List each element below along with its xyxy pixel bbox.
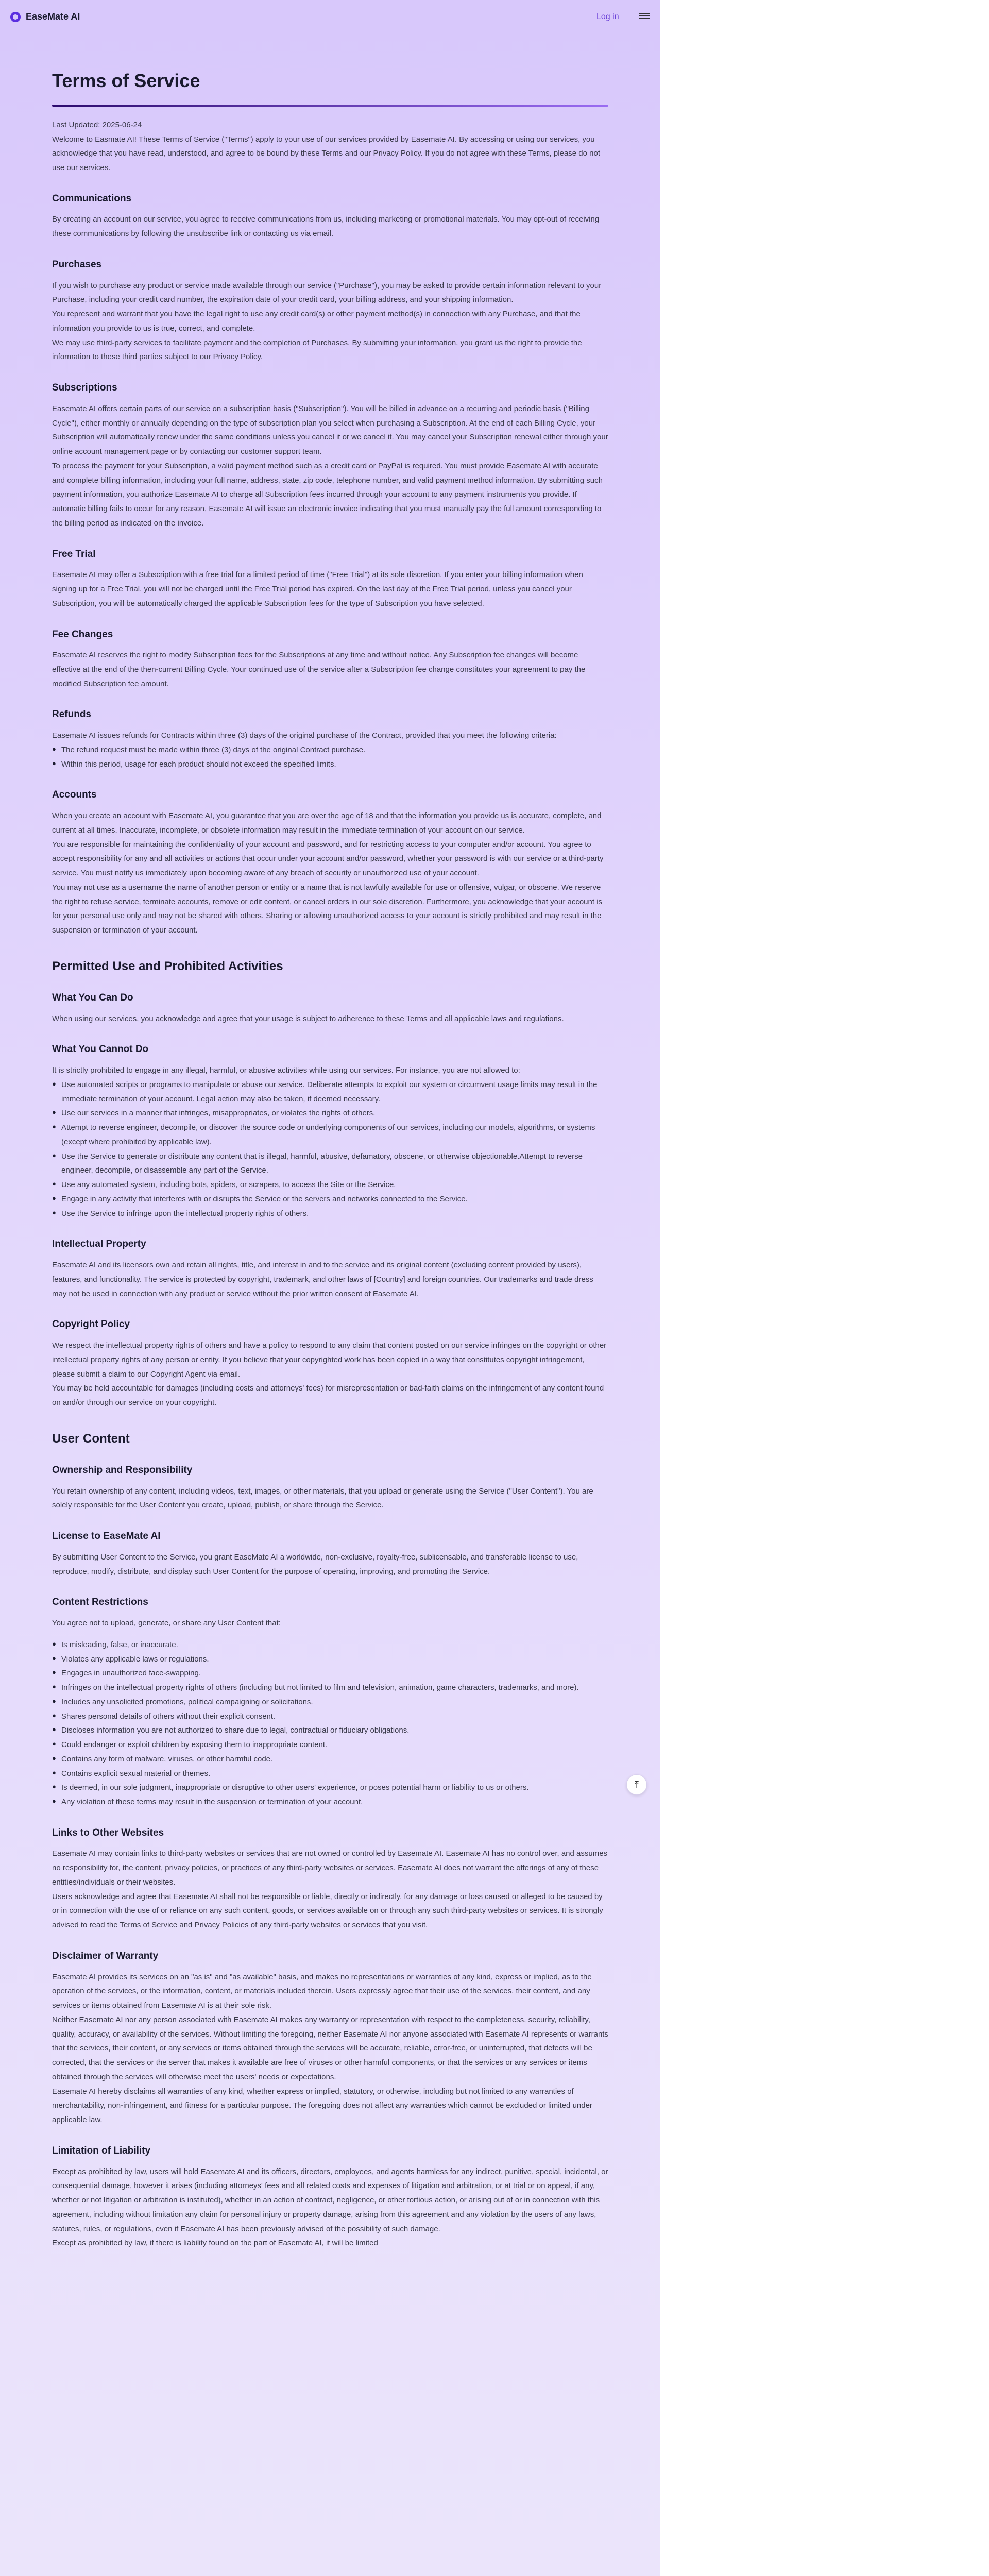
brand-name: EaseMate AI xyxy=(26,11,80,22)
list-item: ● Engage in any activity that interferes with or disrupts the Service or the servers and networks connected to the Service. xyxy=(52,1192,608,1207)
list-item: ● Use the Service to infringe upon the intellectual property rights of others. xyxy=(52,1207,608,1221)
paragraph: It is strictly prohibited to engage in any illegal, harmful, or abusive activities while using our services. For instance, you are not allowed to: xyxy=(52,1066,520,1075)
section-heading: License to EaseMate AI xyxy=(52,1531,161,1542)
terms-content xyxy=(52,69,608,2250)
paragraph: You may be held accountable for damages (including costs and attorneys' fees) for misrepresentation or bad-faith claims on the infringement of any content found on and/or through our service on your copyright. xyxy=(52,1384,604,1408)
section-heading: Refunds xyxy=(52,709,91,720)
paragraph: Easemate AI reserves the right to modify Subscription fees for the Subscriptions at any time and without notice. Any Subscription fee changes will become effective at the end of the then-current Billing Cycle. Your continued use of the service after a Subscription fee change constitutes your agreement to pay the modified Subscription fee amount. xyxy=(52,651,586,688)
paragraph: If you wish to purchase any product or service made available through our service ("Purchase"), you may be asked to provide certain information relevant to your Purchase, including your credit card number, the expiration date of your credit card, your billing address, and your shipping information. xyxy=(52,281,602,304)
list-item: ● Contains any form of malware, viruses, or other harmful code. xyxy=(52,1752,608,1767)
section-heading: Disclaimer of Warranty xyxy=(52,1950,159,1961)
back-to-top-button[interactable] xyxy=(626,1774,647,1795)
paragraph: You may not use as a username the name of another person or entity or a name that is not lawfully available for use or offensive, vulgar, or obscene. We reserve the right to refuse service, terminate accounts, remove or edit content, or cancel orders in our sole discretion. Furthermore, you acknowledge that your account is for your personal use only and may not be shared with others. Sharing or allowing unauthorized access to your account is strictly prohibited and may result in the suspension or termination of your account. xyxy=(52,883,603,935)
list-item: ● Use the Service to generate or distribute any content that is illegal, harmful, abusive, defamatory, obscene, or otherwise objectionable.Attempt to reverse engineer, decompile, or disassemble any part of the Service. xyxy=(52,1149,608,1178)
intro-text: Welcome to Easmate AI! These Terms of Service ("Terms") apply to your use of our services provided by Easemate AI. By accessing or using our services, you acknowledge that you have read, understood, and agree to be bound by these Terms and our Privacy Policy. If you do not agree with these Terms, please do not use our services. xyxy=(52,134,600,173)
paragraph: Users acknowledge and agree that Easemate AI shall not be responsible or liable, directly or indirectly, for any damage or loss caused or alleged to be caused by or in connection with the use of or reliance on any such content, goods, or services available on or through any such third-party websites or services. It is strongly advised to read the Terms of Service and Privacy Policies of any third-party websites or services that you visit. xyxy=(52,1892,603,1930)
section-heading: What You Cannot Do xyxy=(52,1044,149,1055)
paragraph: By submitting User Content to the Service, you grant EaseMate AI a worldwide, non-exclusive, royalty-free, sublicensable, and transferable license to use, reproduce, modify, distribute, and display such User Content for the purpose of operating, improving, and promoting the Service. xyxy=(52,1552,578,1576)
list-item: ● Shares personal details of others without their explicit consent. xyxy=(52,1709,608,1724)
section-heading: Intellectual Property xyxy=(52,1239,146,1250)
list-item: ● Engages in unauthorized face-swapping. xyxy=(52,1666,608,1681)
paragraph: To process the payment for your Subscription, a valid payment method such as a credit card or PayPal is required. You must provide Easemate AI with accurate and complete billing information, including your full name, address, state, zip code, telephone number, and valid payment method information. By submitting such payment information, you authorize Easemate AI to charge all Subscription fees incurred through your account to any payment instruments you provide. If automatic billing fails to occur for any reason, Easemate AI will issue an electronic invoice indicating that you must manually pay the full amount corresponding to the billing period as indicated on the invoice. xyxy=(52,461,603,528)
paragraph: When using our services, you acknowledge and agree that your usage is subject to adherence to these Terms and all applicable laws and regulations. xyxy=(52,1014,564,1023)
list-item: ● Discloses information you are not authorized to share due to legal, contractual or fiduciary obligations. xyxy=(52,1723,608,1738)
major-heading: User Content xyxy=(52,1431,130,1446)
list-item: ● Is misleading, false, or inaccurate. xyxy=(52,1638,608,1652)
section-heading: Limitation of Liability xyxy=(52,2145,151,2156)
paragraph: Easemate AI may offer a Subscription with a free trial for a limited period of time ("Free Trial") at its sole discretion. If you enter your billing information when signing up for a Free Trial, you will not be charged until the Free Trial period has expired. On the last day of the Free Trial period, unless you cancel your Subscription, you will be automatically charged the applicable Subscription fees for the type of Subscription you have selected. xyxy=(52,570,583,608)
section-heading: Fee Changes xyxy=(52,629,113,640)
paragraph: Easemate AI hereby disclaims all warranties of any kind, whether express or implied, statutory, or otherwise, including but not limited to any warranties of merchantability, non-infringement, and fitness for a particular purpose. The foregoing does not affect any warranties which cannot be excluded or limited under applicable law. xyxy=(52,2087,592,2125)
last-updated: Last Updated: 2025-06-24 xyxy=(52,120,142,129)
paragraph: Easemate AI provides its services on an "as is" and "as available" basis, and makes no representations or warranties of any kind, express or implied, as to the operation of the services, or the information, content, or materials included therein. Users expressly agree that their use of the services, their content, and any services or items obtained from Easemate AI is at their sole risk. xyxy=(52,1972,592,2010)
paragraph: Neither Easemate AI nor any person associated with Easemate AI makes any warranty or representation with respect to the completeness, security, reliability, quality, accuracy, or availability of the services. Without limiting the foregoing, neither Easemate AI nor anyone associated with Easemate AI represents or warrants that the services, their content, or any services or items obtained through the services will be accurate, reliable, error-free, or uninterrupted, that defects will be corrected, that the services or the server that makes it available are free of viruses or other harmful components, or that the services or any services or items obtained through the services will otherwise meet the users' needs or expectations. xyxy=(52,2015,608,2081)
paragraph: Except as prohibited by law, users will hold Easemate AI and its officers, directors, employees, and agents harmless for any indirect, punitive, special, incidental, or consequential damage, however it arises (including attorneys' fees and all related costs and expenses of litigation and arbitration, or at trial or on appeal, if any, whether or not litigation or arbitration is instituted), whether in an action of contract, negligence, or other tortious action, or arising out of or in connection with this agreement, including without limitation any claim for personal injury or property damage, arising from this agreement and any violation by the users of any laws, statutes, rules, or regulations, even if Easemate AI has been previously advised of the possibility of such damage. xyxy=(52,2167,608,2233)
section-heading: Free Trial xyxy=(52,548,96,560)
major-heading: Permitted Use and Prohibited Activities xyxy=(52,959,283,973)
paragraph: Except as prohibited by law, if there is liability found on the part of Easemate AI, it will be limited xyxy=(52,2239,378,2248)
list-item: ● Could endanger or exploit children by exposing them to inappropriate content. xyxy=(52,1738,608,1752)
list-item: ● Use our services in a manner that infringes, misappropriates, or violates the rights of others. xyxy=(52,1106,608,1121)
paragraph: Easemate AI issues refunds for Contracts within three (3) days of the original purchase of the Contract, provided that you meet the following criteria: xyxy=(52,731,557,740)
section-heading: Subscriptions xyxy=(52,382,117,394)
paragraph: You are responsible for maintaining the confidentiality of your account and password, and for restricting access to your computer and/or account. You agree to accept responsibility for any and all activities or actions that occur under your account and/or password, whether your password is with our service or a third-party service. You must notify us immediately upon becoming aware of any breach of security or unauthorized use of your account. xyxy=(52,840,604,878)
paragraph: Easemate AI offers certain parts of our service on a subscription basis ("Subscription"). You will be billed in advance on a recurring and periodic basis ("Billing Cycle"), either monthly or annually depending on the type of subscription plan you select when purchasing a Subscription. At the end of each Billing Cycle, your Subscription will automatically renew under the same conditions unless you cancel it or we cancel it. You may cancel your Subscription renewal either through your online account management page or by contacting our customer support team. xyxy=(52,404,608,456)
section-heading: Accounts xyxy=(52,789,97,801)
paragraph: We respect the intellectual property rights of others and have a policy to respond to any claim that content posted on our service infringes on the copyright or other intellectual property rights of any person or entity. If you believe that your copyrighted work has been copied in a way that constitutes copyright infringement, please submit a claim to our Copyright Agent via email. xyxy=(52,1341,607,1379)
section-heading: Content Restrictions xyxy=(52,1597,148,1608)
paragraph: Easemate AI and its licensors own and retain all rights, title, and interest in and to the service and its original content (excluding content provided by users), features, and functionality. The service is protected by copyright, trademark, and other laws of [Country] and foreign countries. Our trademarks and trade dress may not be used in connection with any product or service without the prior written consent of Easemate AI. xyxy=(52,1261,593,1298)
content-restrictions-list xyxy=(52,1638,608,1809)
title-divider xyxy=(52,105,608,107)
list-item: ● Violates any applicable laws or regulations. xyxy=(52,1652,608,1667)
list-item: ● Within this period, usage for each product should not exceed the specified limits. xyxy=(52,757,608,772)
paragraph: Easemate AI may contain links to third-party websites or services that are not owned or controlled by Easemate AI. Easemate AI has no control over, and assumes no responsibility for, the content, privacy policies, or practices of any third-party websites or services. Easemate AI does not warrant the offerings of any of these entities/individuals or their websites. xyxy=(52,1849,608,1887)
list-item: ● Contains explicit sexual material or themes. xyxy=(52,1767,608,1781)
arrow-up-icon: ⤒ xyxy=(635,1779,639,1790)
paragraph: You agree not to upload, generate, or share any User Content that: xyxy=(52,1619,281,1628)
paragraph: You represent and warrant that you have the legal right to use any credit card(s) or other payment method(s) in connection with any Purchase, and that the information you provide to us is true, correct, and complete. xyxy=(52,310,581,333)
list-item: ● Is deemed, in our sole judgment, inappropriate or disruptive to other users' experience, or poses potential harm or liability to us or others. xyxy=(52,1781,608,1795)
logo-icon xyxy=(10,12,21,22)
top-navbar xyxy=(0,0,660,36)
section-heading: Purchases xyxy=(52,259,102,270)
paragraph: You retain ownership of any content, including videos, text, images, or other materials, that you upload or generate using the Service ("User Content"). You are solely responsible for the User Content you create, upload, publish, or share through the Service. xyxy=(52,1486,593,1510)
login-link[interactable]: Log in xyxy=(596,12,619,21)
list-item: ● Infringes on the intellectual property rights of others (including but not limited to film and television, animation, game characters, trademarks, and more). xyxy=(52,1681,608,1695)
page-title: Terms of Service xyxy=(52,70,200,91)
prohibited-list xyxy=(52,1078,608,1221)
list-item: ● Includes any unsolicited promotions, political campaigning or solicitations. xyxy=(52,1695,608,1709)
section-heading: Ownership and Responsibility xyxy=(52,1464,193,1476)
section-heading: Communications xyxy=(52,193,132,204)
paragraph: We may use third-party services to facilitate payment and the completion of Purchases. By submitting your information, you grant us the right to provide the information to these third parties subject to our Privacy Policy. xyxy=(52,338,582,362)
section-heading: Links to Other Websites xyxy=(52,1827,164,1838)
list-item: ● Use automated scripts or programs to manipulate or abuse our service. Deliberate attempts to exploit our system or circumvent usage limits may result in the immediate termination of your account. Legal action may also be taken, if deemed necessary. xyxy=(52,1078,608,1107)
section-heading: What You Can Do xyxy=(52,992,133,1004)
refund-criteria-list xyxy=(52,743,608,772)
paragraph: By creating an account on our service, you agree to receive communications from us, including marketing or promotional materials. You may opt-out of receiving these communications by following the unsubscribe link or contacting us via email. xyxy=(52,215,600,239)
list-item: ● The refund request must be made within three (3) days of the original Contract purchase. xyxy=(52,743,608,757)
section-heading: Copyright Policy xyxy=(52,1319,130,1330)
list-item: ● Use any automated system, including bots, spiders, or scrapers, to access the Site or the Service. xyxy=(52,1178,608,1192)
list-item: ● Any violation of these terms may result in the suspension or termination of your account. xyxy=(52,1795,608,1809)
brand-logo[interactable] xyxy=(10,11,80,22)
hamburger-icon[interactable] xyxy=(639,11,650,21)
paragraph: When you create an account with Easemate AI, you guarantee that you are over the age of 18 and that the information you provide us is accurate, complete, and current at all times. Inaccurate, incomplete, or obsolete information may result in the immediate termination of your account on our service. xyxy=(52,811,602,835)
list-item: ● Attempt to reverse engineer, decompile, or discover the source code or underlying components of our services, including our models, algorithms, or systems (except where prohibited by applicable law). xyxy=(52,1121,608,1149)
